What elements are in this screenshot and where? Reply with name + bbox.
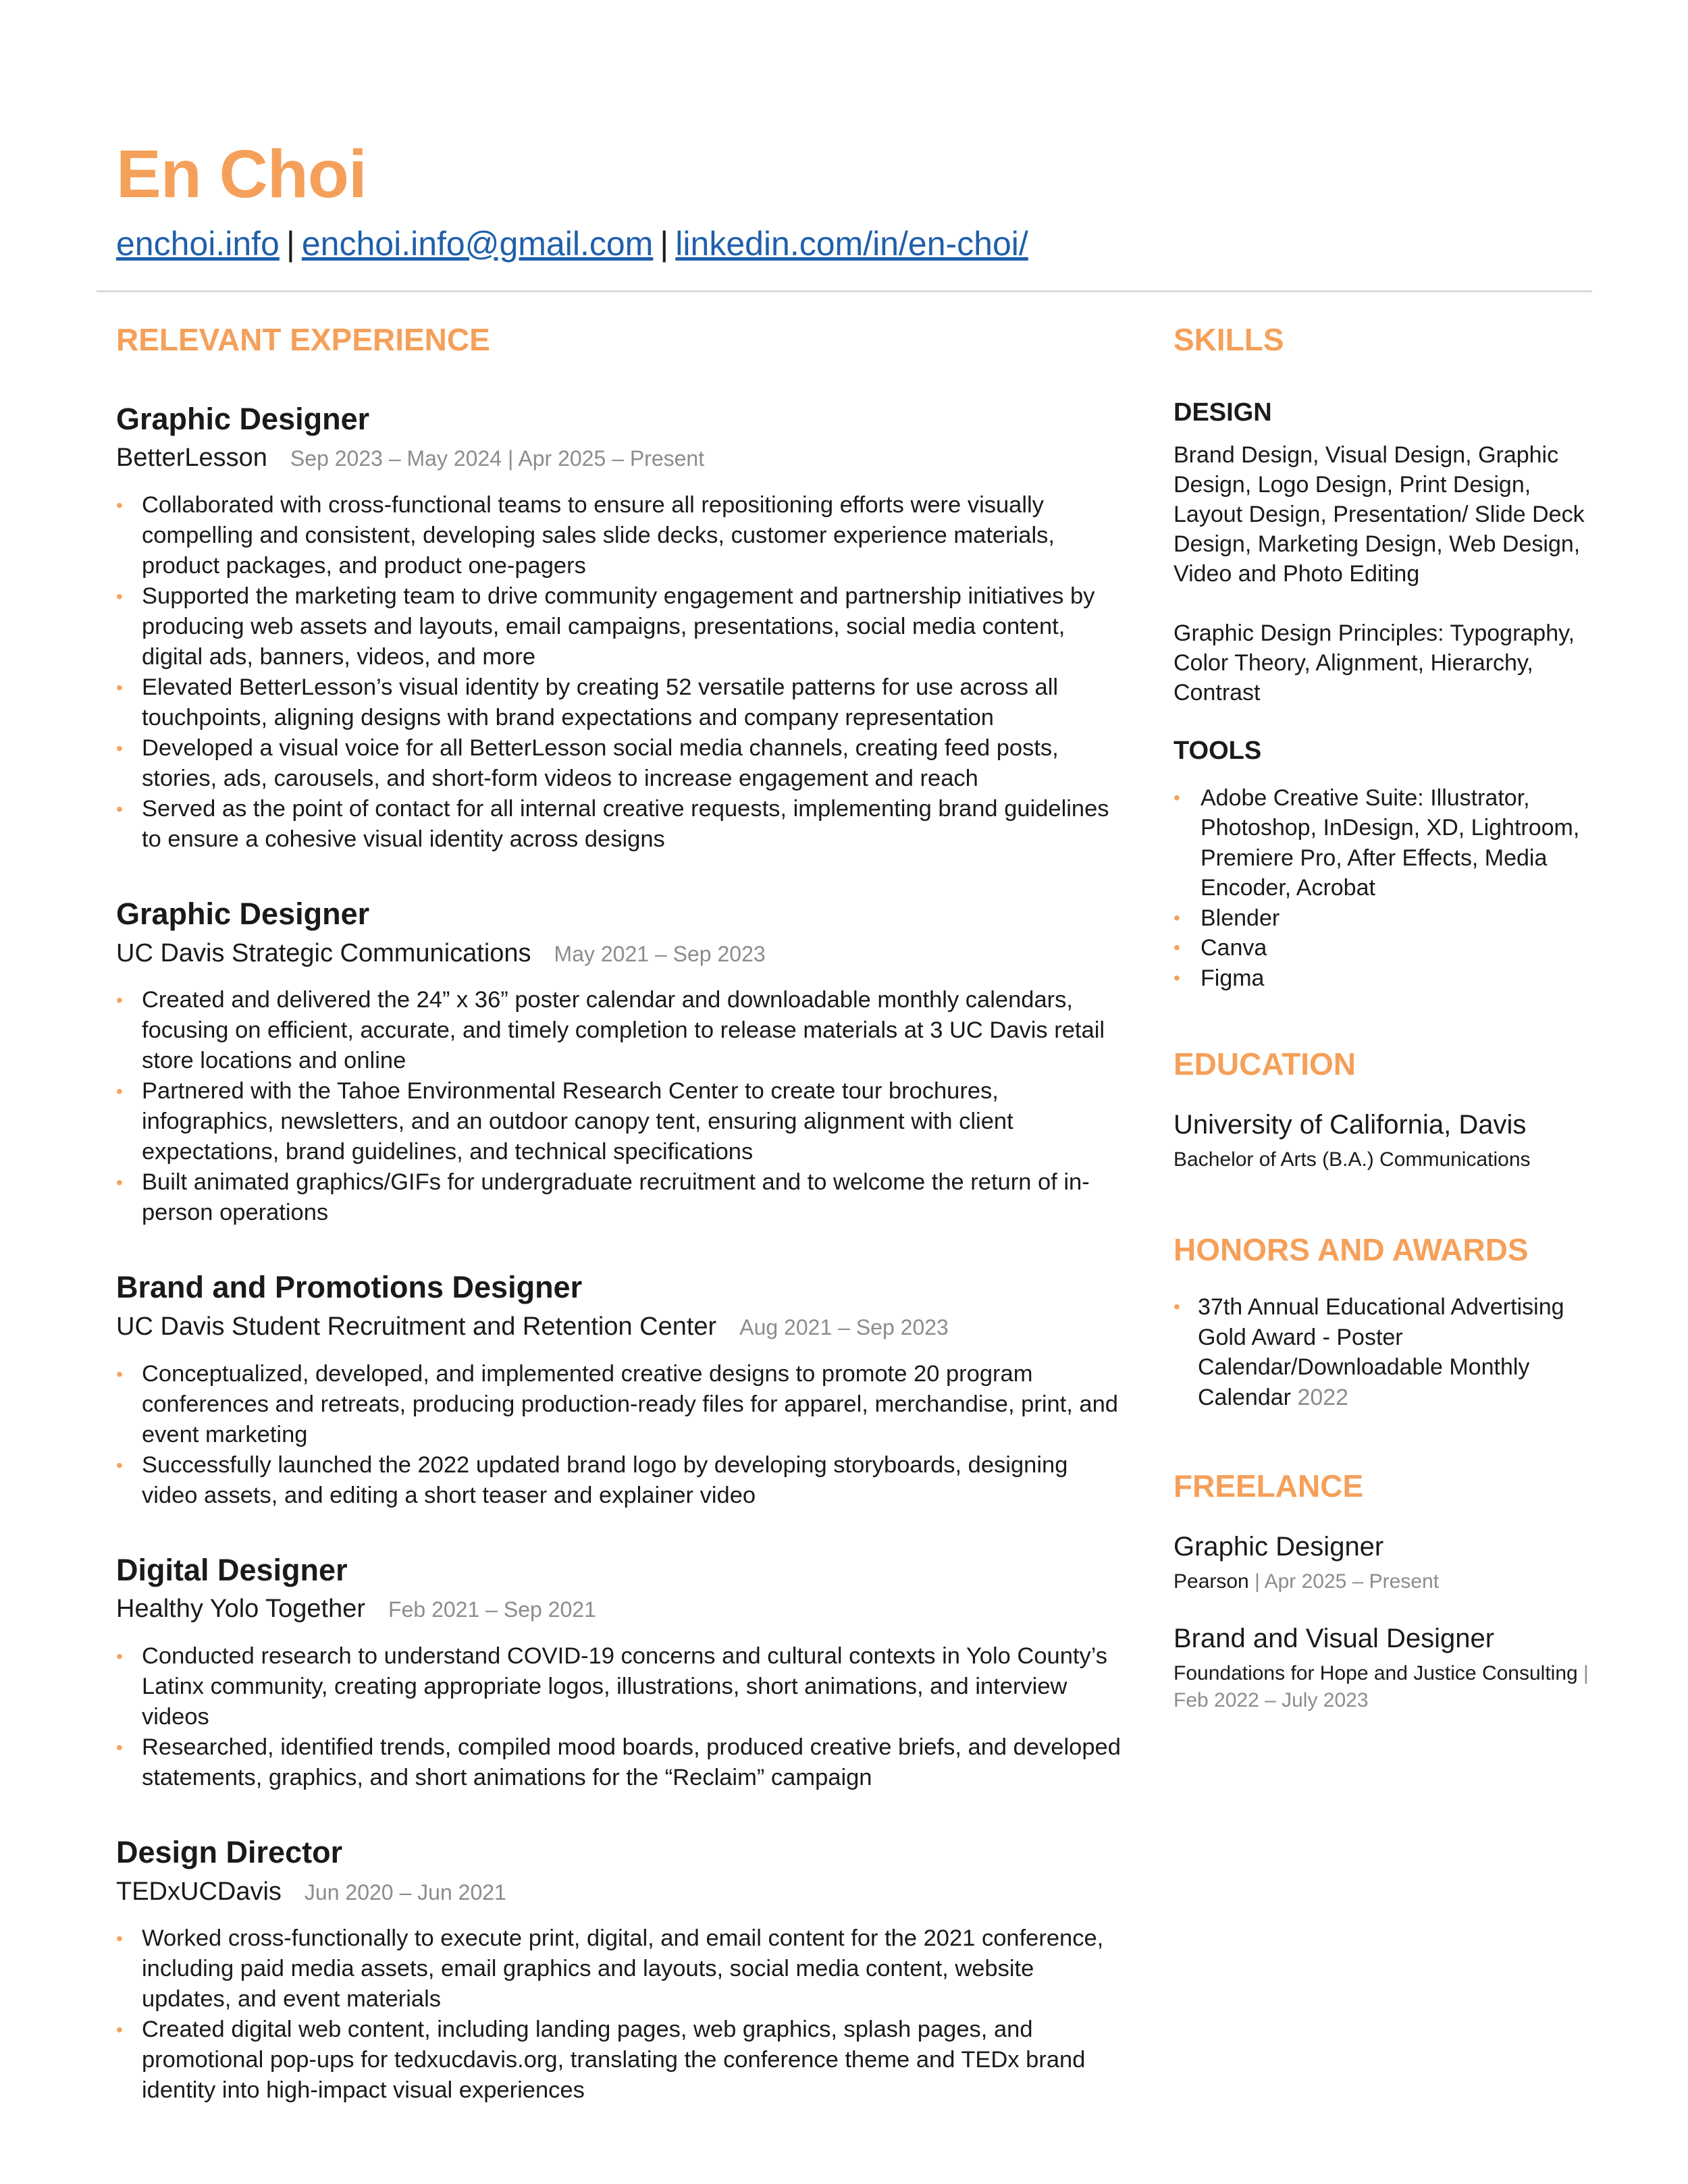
job-bullet: • Conceptualized, developed, and implemented creative designs to promote 20 program conferences and retreats, producing production-ready files for apparel, merchandise, print, and event marketing (116, 1359, 1129, 1450)
tool-item: • Figma (1173, 963, 1606, 994)
job-bullet: • Worked cross-functionally to execute print, digital, and email content for the 2021 conference, including paid media assets, email graphics and layouts, social media content, website updates, and event materials (116, 1923, 1129, 2015)
job-org-line (116, 1594, 1129, 1625)
job-entry (116, 1835, 1129, 2106)
job-bullet: • Successfully launched the 2022 updated brand logo by developing storyboards, designing video assets, and editing a short teaser and explainer video (116, 1450, 1129, 1511)
tool-item: • Blender (1173, 903, 1606, 934)
job-entry (116, 1553, 1129, 1793)
linkedin-link[interactable]: linkedin.com/in/en-choi/ (675, 225, 1028, 263)
job-entry (116, 1270, 1129, 1510)
website-link[interactable]: enchoi.info (116, 225, 280, 263)
job-bullet: • Built animated graphics/GIFs for undergraduate recruitment and to welcome the return of in-person operations (116, 1167, 1129, 1228)
job-bullet: • Conducted research to understand COVID-19 concerns and cultural contexts in Yolo County’s Latinx community, creating appropriate logos, illustrations, short animations, and interview videos (116, 1641, 1129, 1732)
job-org-line (116, 1877, 1129, 1908)
job-bullets (116, 490, 1129, 855)
award-name: 37th Annual Educational Advertising Gold Award - Poster Calendar/Downloadable Monthly Calendar (1198, 1294, 1564, 1410)
honors-item (1173, 1292, 1606, 1412)
tools-subheading: TOOLS (1173, 737, 1262, 766)
job-org: UC Davis Student Recruitment and Retention Center (116, 1312, 717, 1341)
job-bullets (116, 1359, 1129, 1511)
education-degree: Bachelor of Arts (B.A.) Communications (1173, 1148, 1531, 1171)
freelance-org-line: Foundations for Hope and Justice Consulting | Feb 2022 – July 2023 (1173, 1662, 1589, 1712)
design-subheading: DESIGN (1173, 398, 1272, 427)
experience-heading: RELEVANT EXPERIENCE (116, 322, 490, 357)
freelance-org: Foundations for Hope and Justice Consulting (1173, 1662, 1578, 1685)
job-org-line (116, 938, 1129, 969)
job-org-line (116, 1312, 1129, 1343)
sidebar-column (1173, 323, 1606, 1714)
education-heading: EDUCATION (1173, 1046, 1356, 1082)
job-title: Graphic Designer (116, 401, 370, 436)
freelance-org: Pearson (1173, 1570, 1249, 1593)
job-org: TEDxUCDavis (116, 1877, 282, 1906)
job-org: BetterLesson (116, 444, 267, 473)
honors-heading: HONORS AND AWARDS (1173, 1231, 1529, 1267)
experience-column (116, 323, 1129, 2106)
tool-item: • Adobe Creative Suite: Illustrator, Photoshop, InDesign, XD, Lightroom, Premiere Pro, After Effects, Media Encoder, Acrobat (1173, 783, 1606, 903)
honors-list (1173, 1292, 1606, 1412)
job-entry (116, 402, 1129, 855)
freelance-entry (1173, 1622, 1606, 1714)
header-divider (97, 290, 1592, 292)
freelance-title: Graphic Designer (1173, 1532, 1384, 1562)
job-dates: May 2021 – Sep 2023 (554, 941, 766, 966)
job-entry (116, 897, 1129, 1228)
education-school: University of California, Davis (1173, 1109, 1527, 1140)
job-bullets (116, 985, 1129, 1228)
job-bullet: • Partnered with the Tahoe Environmental Research Center to create tour brochures, infographics, newsletters, and an outdoor canopy tent, ensuring alignment with client expectations, brand guidelines, and technical specifications (116, 1076, 1129, 1167)
job-bullets (116, 1923, 1129, 2106)
job-bullet: • Created digital web content, including landing pages, web graphics, splash pages, and promotional pop-ups for tedxucdavis.org, translating the conference theme and TEDx brand identity into high-impact visual experiences (116, 2015, 1129, 2106)
contact-line (116, 225, 1028, 263)
job-bullet: • Researched, identified trends, compiled mood boards, produced creative briefs, and developed statements, graphics, and short animations for the “Reclaim” campaign (116, 1732, 1129, 1793)
job-org-line (116, 443, 1129, 474)
job-bullet: • Elevated BetterLesson’s visual identity by creating 52 versatile patterns for use across all touchpoints, aligning designs with brand expectations and company representation (116, 672, 1129, 733)
resume-name: En Choi (116, 136, 367, 212)
job-title: Digital Designer (116, 1552, 348, 1587)
job-bullet: • Collaborated with cross-functional teams to ensure all repositioning efforts were visually compelling and consistent, developing sales slide decks, customer experience materials, product packages, and product one-pagers (116, 490, 1129, 581)
design-principles-text: Graphic Design Principles: Typography, Color Theory, Alignment, Hierarchy, Contrast (1173, 620, 1575, 706)
job-bullet: • Developed a visual voice for all BetterLesson social media channels, creating feed posts, stories, ads, carousels, and short-form videos to increase engagement and reach (116, 733, 1129, 794)
freelance-dates: Feb 2022 – July 2023 (1173, 1689, 1369, 1712)
design-skills-text: Brand Design, Visual Design, Graphic Design, Logo Design, Print Design, Layout Design, Presentation/ Slide Deck Design, Marketing Design, Web Design, Video and Photo Editing (1173, 442, 1585, 587)
job-title: Design Director (116, 1834, 343, 1869)
job-title: Brand and Promotions Designer (116, 1270, 583, 1305)
separator: | (660, 225, 669, 263)
freelance-org-line: Pearson | Apr 2025 – Present (1173, 1570, 1440, 1593)
tools-list (1173, 783, 1606, 994)
job-dates: Sep 2023 – May 2024 | Apr 2025 – Present (290, 446, 705, 471)
job-dates: Feb 2021 – Sep 2021 (388, 1597, 596, 1622)
tool-item: • Canva (1173, 933, 1606, 963)
freelance-entry (1173, 1530, 1606, 1595)
job-dates: Aug 2021 – Sep 2023 (739, 1315, 949, 1340)
award-year: 2022 (1297, 1384, 1349, 1410)
job-title: Graphic Designer (116, 896, 370, 931)
freelance-heading: FREELANCE (1173, 1468, 1364, 1504)
freelance-dates: Apr 2025 – Present (1264, 1570, 1440, 1593)
job-bullet: • Served as the point of contact for all internal creative requests, implementing brand guidelines to ensure a cohesive visual identity across designs (116, 794, 1129, 855)
job-dates: Jun 2020 – Jun 2021 (304, 1880, 506, 1905)
skills-heading: SKILLS (1173, 322, 1284, 357)
job-bullet: • Supported the marketing team to drive community engagement and partnership initiatives by producing web assets and layouts, email campaigns, presentations, social media content, digital ads, banners, videos, and more (116, 581, 1129, 672)
job-org: UC Davis Strategic Communications (116, 938, 531, 967)
separator: | (286, 225, 295, 263)
email-link[interactable]: enchoi.info@gmail.com (301, 225, 654, 263)
job-bullets (116, 1641, 1129, 1793)
job-org: Healthy Yolo Together (116, 1595, 366, 1624)
job-bullet: • Created and delivered the 24” x 36” poster calendar and downloadable monthly calendars, focusing on efficient, accurate, and timely completion to release materials at 3 UC Davis retail store locations and online (116, 985, 1129, 1076)
freelance-title: Brand and Visual Designer (1173, 1624, 1495, 1654)
